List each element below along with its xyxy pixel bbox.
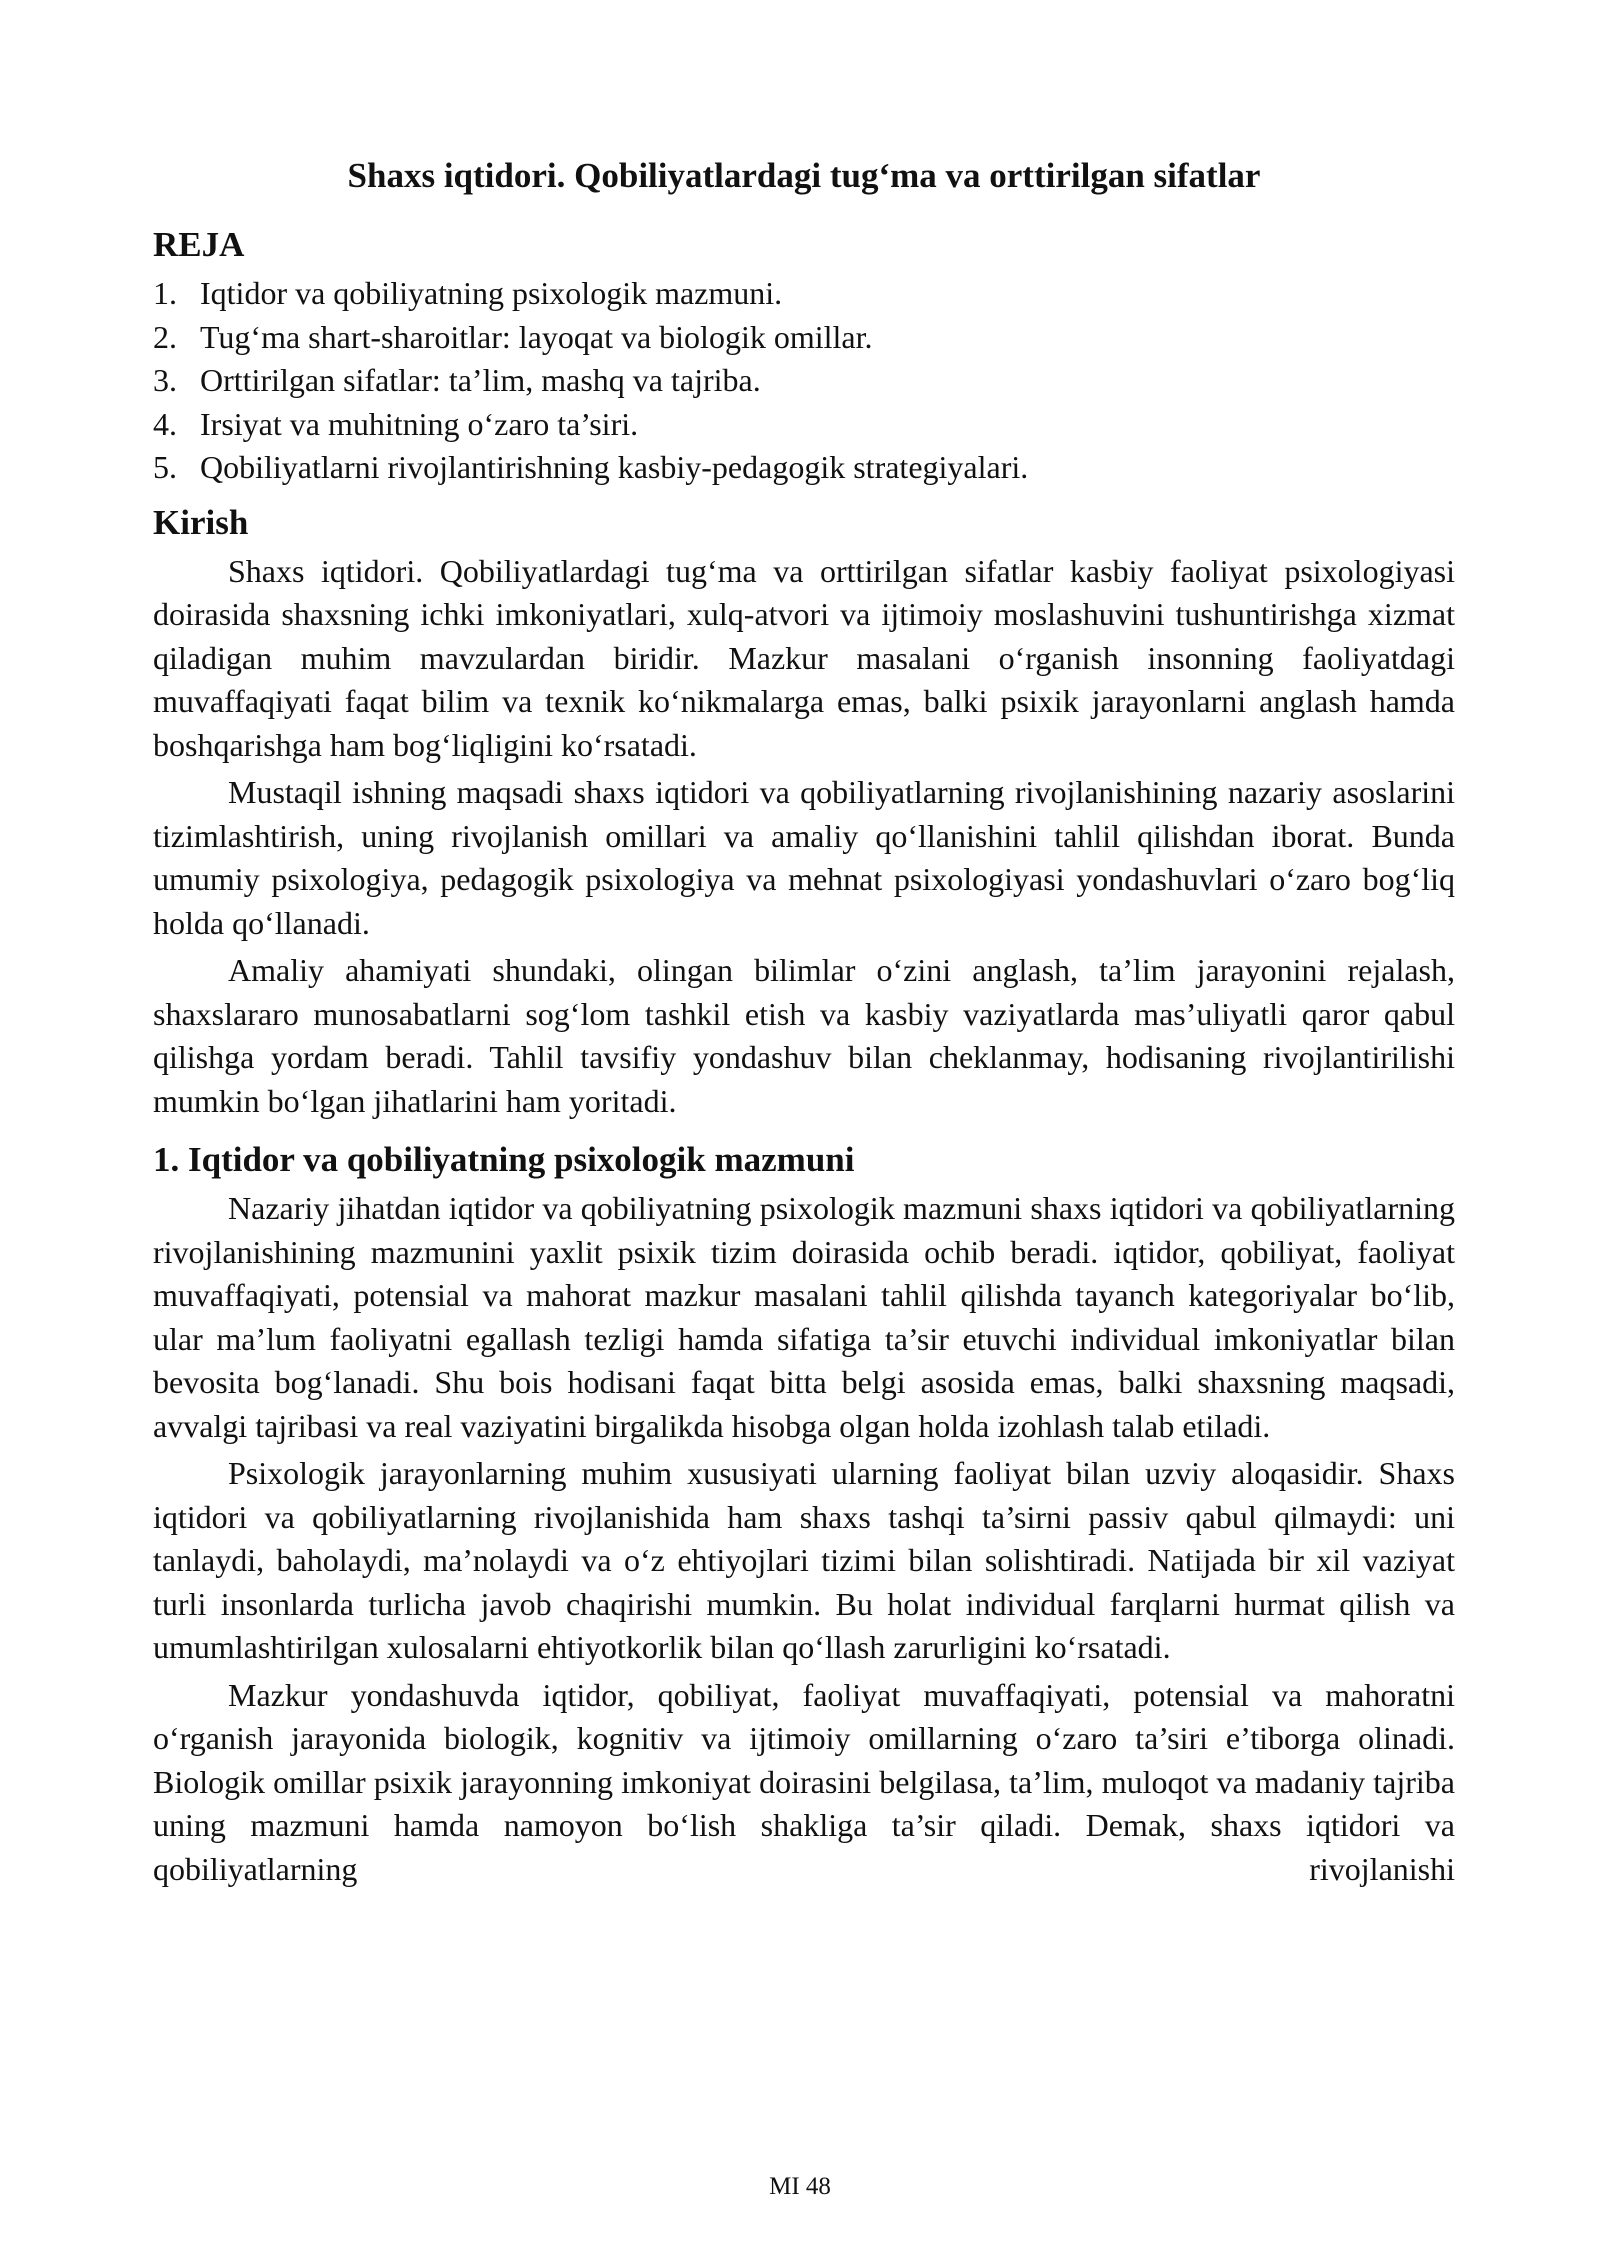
plan-item xyxy=(153,359,1455,403)
plan-item xyxy=(153,272,1455,316)
plan-list xyxy=(153,272,1455,490)
plan-item-number: 3. xyxy=(153,362,177,398)
plan-item xyxy=(153,403,1455,447)
section-paragraph: Mazkur yondashuvda iqtidor, qobiliyat, faoliyat muvaffaqiyati, potensial va mahoratni o‘rganish jarayonida biologik, kognitiv va ijtimoiy omillarning o‘zaro ta’siri e’tiborga olinadi. Biologik omillar psixik jarayonning imkoniyat doirasini belgilasa, ta’lim, muloqot va madaniy tajriba uning mazmuni hamda namoyon bo‘lish shakliga ta’sir qiladi. Demak, shaxs iqtidori va qobiliyatlarning rivojlanishi xyxy=(153,1676,1455,1887)
document-title: Shaxs iqtidori. Qobiliyatlardagi tug‘ma va orttirilgan sifatlar xyxy=(347,156,1261,195)
page-footer: MI 48 xyxy=(769,2173,831,2200)
section-paragraph: Nazariy jihatdan iqtidor va qobiliyatning psixologik mazmuni shaxs iqtidori va qobiliyatlarning rivojlanishining mazmunini yaxlit psixik tizim doirasida ochib beradi. iqtidor, qobiliyat, faoliyat muvaffaqiyati, potensial va mahorat mazkur masalani tahlil qilishda tayanch kategoriyalar bo‘lib, ular ma’lum faoliyatni egallash tezligi hamda sifatiga ta’sir etuvchi individual imkoniyatlar bilan bevosita bog‘lanadi. Shu bois hodisani faqat bitta belgi asosida emas, balki shaxsning maqsadi, avvalgi tajribasi va real vaziyatini birgalikda hisobga olgan holda izohlash talab etiladi. xyxy=(153,1190,1455,1444)
plan-item-text: Irsiyat va muhitning o‘zaro ta’siri. xyxy=(200,405,639,442)
section-paragraph: Psixologik jarayonlarning muhim xususiyati ularning faoliyat bilan uzviy aloqasidir. Shaxs iqtidori va qobiliyatlarning rivojlanishida ham shaxs tashqi ta’sirni passiv qabul qilmaydi: uni tanlaydi, baholaydi, ma’nolaydi va o‘z ehtiyojlari tizimi bilan solishtiradi. Natijada bir xil vaziyat turli insonlarda turlicha javob chaqirishi mumkin. Bu holat individual farqlarni hurmat qilish va umumlashtirilgan xulosalarni ehtiyotkorlik bilan qo‘llash zarurligini ko‘rsatadi. xyxy=(153,1455,1455,1665)
page-content xyxy=(153,152,1455,1895)
intro-heading: Kirish xyxy=(153,502,249,542)
plan-item-text: Qobiliyatlarni rivojlantirishning kasbiy-pedagogik strategiyalari. xyxy=(200,449,1029,485)
section-heading: 1. Iqtidor va qobiliyatning psixologik mazmuni xyxy=(153,1140,855,1179)
plan-item-text: Tug‘ma shart-sharoitlar: layoqat va biologik omillar. xyxy=(200,318,873,355)
plan-item-number: 4. xyxy=(153,405,177,442)
plan-item xyxy=(153,316,1455,360)
plan-item-number: 2. xyxy=(153,318,177,355)
plan-item-number: 1. xyxy=(153,275,177,311)
plan-item-text: Orttirilgan sifatlar: ta’lim, mashq va tajriba. xyxy=(200,362,761,398)
intro-paragraph: Amaliy ahamiyati shundaki, olingan bilimlar o‘zini anglash, ta’lim jarayonini rejalash, shaxslararo munosabatlarni sog‘lom tashkil etish va kasbiy vaziyatlarda mas’uliyatli qaror qabul qilishga yordam beradi. Tahlil tavsifiy yondashuv bilan cheklanmay, hodisaning rivojlantirilishi mumkin bo‘lgan jihatlarini ham yoritadi. xyxy=(153,952,1455,1119)
intro-paragraph: Mustaqil ishning maqsadi shaxs iqtidori va qobiliyatlarning rivojlanishining nazariy asoslarini tizimlashtirish, uning rivojlanish omillari va amaliy qo‘llanishini tahlil qilishdan iborat. Bunda umumiy psixologiya, pedagogik psixologiya va mehnat psixologiyasi yondashuvlari o‘zaro bog‘liq holda qo‘llanadi. xyxy=(153,774,1455,941)
plan-heading: REJA xyxy=(153,225,245,264)
plan-item-text: Iqtidor va qobiliyatning psixologik mazmuni. xyxy=(200,275,783,311)
plan-item-number: 5. xyxy=(153,449,177,485)
plan-item xyxy=(153,446,1455,490)
intro-paragraph: Shaxs iqtidori. Qobiliyatlardagi tug‘ma va orttirilgan sifatlar kasbiy faoliyat psixologiyasi doirasida shaxsning ichki imkoniyatlari, xulq-atvori va ijtimoiy moslashuvini tushuntirishga xizmat qiladigan muhim mavzulardan biridir. Mazkur masalani o‘rganish insonning faoliyatdagi muvaffaqiyati faqat bilim va texnik ko‘nikmalarga emas, balki psixik jarayonlarni anglash hamda boshqarishga ham bog‘liqligini ko‘rsatadi. xyxy=(153,552,1455,763)
